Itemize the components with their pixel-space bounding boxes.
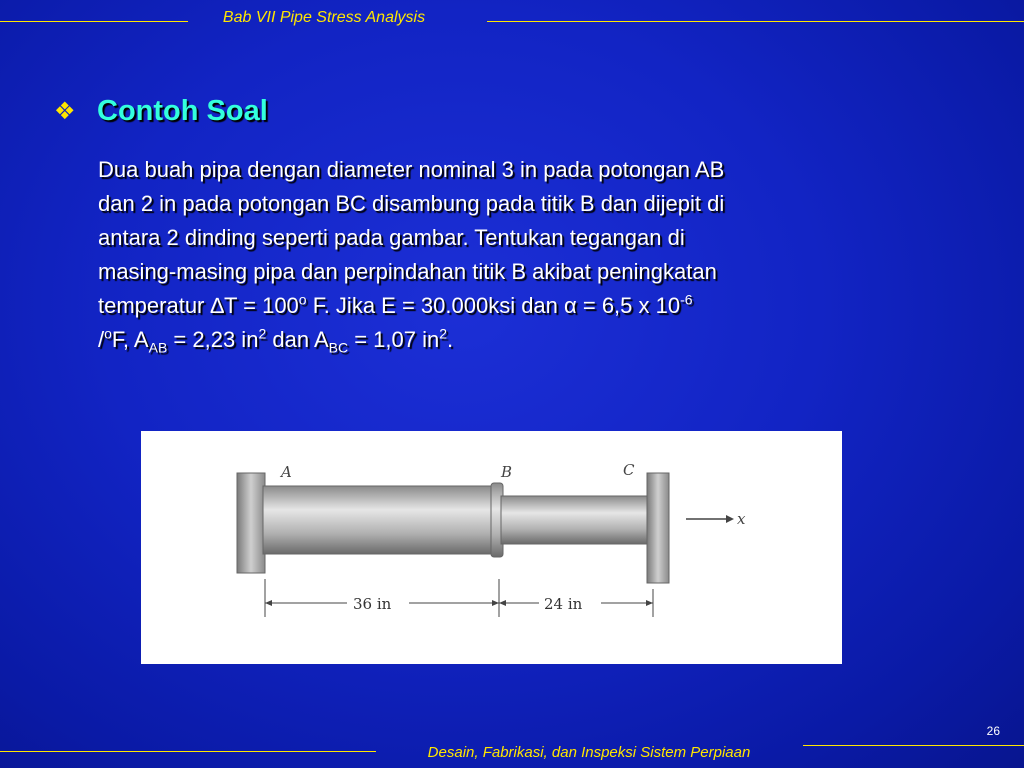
footer-rule-left: [0, 751, 376, 752]
footer-rule-right: [803, 745, 1024, 746]
diamond-bullet-icon: ❖: [54, 98, 76, 125]
pipe-diagram: [141, 431, 842, 664]
footer-title: Desain, Fabrikasi, dan Inspeksi Sistem Perpiaan: [427, 744, 751, 761]
right-wall: [647, 473, 669, 583]
pipe-figure: [141, 431, 842, 664]
problem-line-6: /$^o$F, $A_{AB} = 2,23$ $in^2$ dan $A_{BC} = 1,07$ $in^2$.: [98, 325, 454, 356]
pipe-bc: [501, 496, 649, 544]
delta-symbol: ∆: [210, 293, 224, 318]
dim-ab-label: 36 in: [353, 595, 392, 613]
problem-line-2: dan 2 in pada potongan BC disambung pada titik B dan dijepit di: [98, 191, 725, 216]
problem-line-3: antara 2 dinding seperti pada gambar. Tentukan tegangan di: [98, 225, 685, 250]
problem-text: [96, 153, 956, 357]
left-wall: [237, 473, 265, 573]
pipe-ab: [263, 486, 498, 554]
label-b: B: [501, 463, 513, 481]
axis-x-label: x: [737, 510, 746, 528]
label-c: C: [623, 461, 635, 479]
problem-line-1: Dua buah pipa dengan diameter nominal 3 in pada potongan AB: [98, 157, 725, 182]
label-a: A: [281, 463, 292, 481]
x-arrow-head: [726, 515, 734, 523]
problem-line-5: temperatur $\Delta T = 100^o$ F. Jika E = 30.000ksi dan α = 6,5 x $10^{-6}$: [98, 291, 693, 318]
problem-line-4: masing-masing pipa dan perpindahan titik B akibat peningkatan: [98, 259, 717, 284]
dim-bc-label: 24 in: [544, 595, 583, 613]
header-rule-right: [487, 21, 1024, 22]
alpha-symbol: α: [564, 293, 577, 318]
page-number: 26: [986, 724, 1000, 738]
slide-heading: Contoh Soal: [97, 95, 268, 127]
header-rule-left: [0, 21, 188, 22]
header-title: Bab VII Pipe Stress Analysis: [222, 9, 426, 26]
